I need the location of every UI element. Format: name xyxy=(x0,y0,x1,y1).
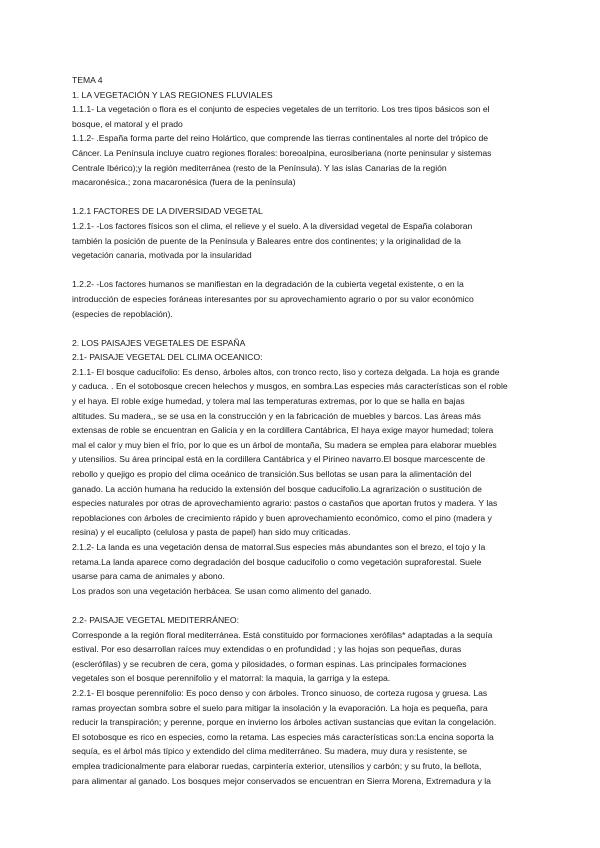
text-line: también la posición de puente de la Península y Baleares entre dos continentes; y la originalidad de la xyxy=(72,235,461,246)
text-line: 2. LOS PAISAJES VEGETALES DE ESPAÑA xyxy=(72,337,246,348)
text-line: vegetación canaria, motivada por la insularidad xyxy=(72,250,252,261)
text-line: 2.1.2- La landa es una vegetación densa de matorral.Sus especies más abundantes son el brezo, el tojo y la xyxy=(72,542,486,552)
text-line: El sotobosque es rico en especies, como la retama. Las especies más características son:La encina soporta la xyxy=(72,731,494,742)
text-line: vegetales son el bosque perennifolio y el matorral: la maquia, la garriga y la estepa. xyxy=(72,673,391,684)
text-line: bosque, el matoral y el prado xyxy=(72,118,183,129)
text-line: 1.1.1- La vegetación o flora es el conjunto de especies vegetales de un territorio. Los tres tipos básicos son el xyxy=(72,104,490,115)
text-line: 1.2.2- -Los factores humanos se manifiestan en la degradación de la cubierta vegetal existente, o en la xyxy=(72,279,464,290)
text-line: 2.2.1- El bosque perennifolio: Es poco denso y con árboles. Tronco sinuoso, de corteza rugosa y gruesa. Las xyxy=(72,687,488,698)
text-line: Corresponde a la región floral mediterránea. Está constituido por formaciones xerófilas* adaptadas a la sequía xyxy=(72,629,493,640)
text-line: mal el calor y muy bien el frío, por lo que es un árbol de montaña, Su madera se emplea para elaborar muebles xyxy=(72,439,497,450)
text-line: Centrale Ibérico);y la región mediterránea (resto de la Península). Y las islas Canarias de la región xyxy=(72,162,447,173)
text-line: 2.1.1- El bosque caducifolio: Es denso, árboles altos, con tronco recto, liso y corteza delgada. La hoja es grande xyxy=(72,366,500,377)
text-line: retama.La landa aparece como degradación del bosque caducifolio o como vegetación supraforestal. Suele xyxy=(72,556,482,567)
text-line: 2.1- PAISAJE VEGETAL DEL CLIMA OCEANICO: xyxy=(72,352,263,363)
text-line: emplea tradicionalmente para elaborar ruedas, carpintería exterior, utensilios y carbón; y su fruto, la bellota, xyxy=(72,760,482,771)
document-body xyxy=(72,73,532,788)
text-line: ramas proyectan sombra sobre el suelo para mitigar la insolación y la evaporación. La hoja es pequeña, para xyxy=(72,702,488,713)
text-line: especies naturales por otras de aprovechamiento agrario: pastos o castaños que aportan frutos y madera. Y las xyxy=(72,498,498,509)
text-line: (esclerófilas) y se recubren de cera, goma y pilosidades, o forman espinas. Las principales formaciones xyxy=(72,658,467,669)
text-line: Los prados son una vegetación herbácea. Se usan como alimento del ganado. xyxy=(72,585,372,596)
text-line: (especies de repoblación). xyxy=(72,308,173,319)
paragraph-gap xyxy=(72,321,532,336)
paragraph-gap xyxy=(72,190,532,205)
paragraph-gap xyxy=(72,263,532,278)
text-line: 1. LA VEGETACIÓN Y LAS REGIONES FLUVIALES xyxy=(72,89,273,100)
text-line: usarse para cama de animales y abono. xyxy=(72,571,225,582)
text-line: sequía, es el árbol más típico y extendido del clima mediterráneo. Su madera, muy dura y resistente, se xyxy=(72,746,468,757)
text-line: extensas de roble se encuentran en Galicia y en la cordillera Cantábrica, El haya exige mayor humedad; tolera xyxy=(72,425,494,436)
text-line: ganado. La acción humana ha reducido la extensión del bosque caducifolio.La agrarización o sustitución de xyxy=(72,483,482,494)
paragraph-gap xyxy=(72,598,532,613)
text-line: 1.2.1 FACTORES DE LA DIVERSIDAD VEGETAL xyxy=(72,206,263,217)
text-line: reducir la transpiración; y perenne, porque en invierno los árboles activan sustancias que evitan la congelación. xyxy=(72,717,497,728)
text-line: resina) y el eucalipto (celulosa y pasta de papel) han sido muy criticadas. xyxy=(72,527,351,538)
text-line: rebollo y quejigo es propio del clima oceánico de transición.Sus bellotas se usan para la alimentación del xyxy=(72,469,472,480)
text-line: introducción de especies foráneas interesantes por su aprovechamiento agrario o por su valor económico xyxy=(72,293,474,304)
text-line: 2.2- PAISAJE VEGETAL MEDITERRÁNEO: xyxy=(72,614,239,625)
text-line: macaronésica.; zona macaronésica (fuera de la península) xyxy=(72,177,296,188)
text-line: Cáncer. La Península incluye cuatro regiones florales: boreoalpina, eurosiberiana (norte peninsular y sistemas xyxy=(72,147,492,158)
text-line: 1.1.2- .España forma parte del reino Holártico, que comprende las tierras continentales al norte del trópico de xyxy=(72,133,489,144)
text-line: repoblaciones con árboles de crecimiento rápido y buen aprovechamiento económico, como el pino (madera y xyxy=(72,512,492,523)
text-line: altitudes. Su madera,, se se usa en la construcción y en la fabricación de muebles y barcos. Las áreas más xyxy=(72,410,481,421)
text-line: y el haya. El roble exige humedad, y tolera mal las temperaturas extremas, por lo que se halla en bajas xyxy=(72,396,465,407)
text-line: 1.2.1- -Los factores físicos son el clima, el relieve y el suelo. A la diversidad vegetal de España colaboran xyxy=(72,220,473,231)
text-line: y utensilios. Su área principal está en la cordillera Cantábrica y el Pirineo navarro.El bosque marcescente de xyxy=(72,454,486,465)
text-line: para alimentar al ganado. Los bosques mejor conservados se encuentran en Sierra Morena, Extremadura y la xyxy=(72,775,491,786)
text-line: y caduca. . En el sotobosque crecen helechos y musgos, en sombra.Las especies más características son el roble xyxy=(72,381,508,392)
text-line: estival. Por eso desarrollan raíces muy extendidas o en profundidad ; y las hojas son pequeñas, duras xyxy=(72,644,462,655)
text-line: TEMA 4 xyxy=(72,75,103,85)
